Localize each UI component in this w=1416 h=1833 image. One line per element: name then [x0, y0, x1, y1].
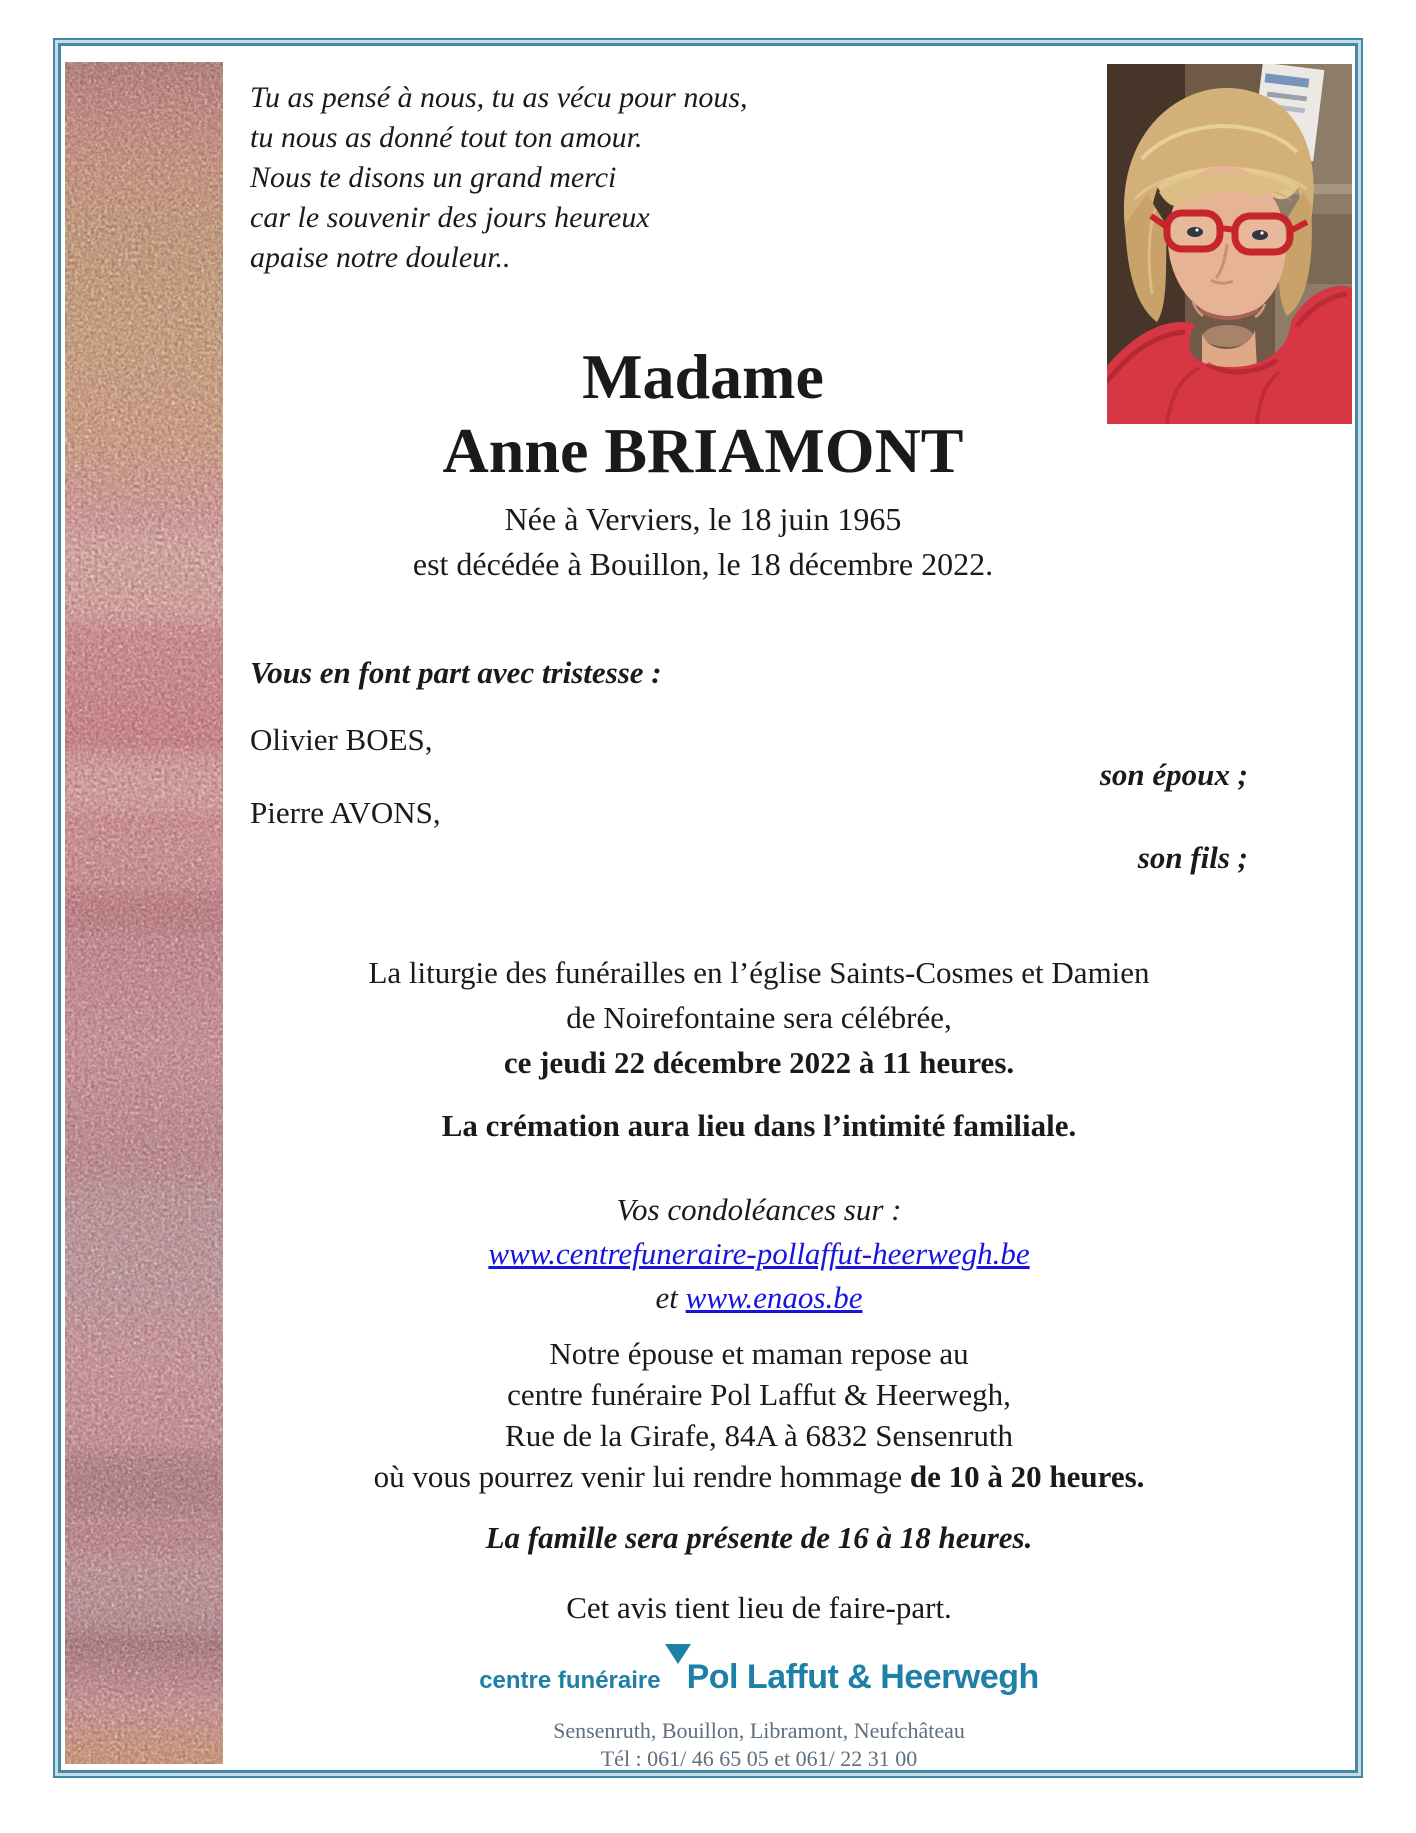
link2-prefix: et: [655, 1280, 686, 1315]
family-member-relation: son fils ;: [1137, 840, 1248, 875]
family-member-name: Pierre AVONS,: [250, 795, 441, 830]
condolences-label: Vos condoléances sur :: [616, 1192, 902, 1227]
liturgy-block: [250, 950, 1268, 1085]
footer-locations: Sensenruth, Bouillon, Libramont, Neufchâteau: [553, 1718, 965, 1743]
liturgy-date-line: ce jeudi 22 décembre 2022 à 11 heures.: [503, 1045, 1015, 1080]
title-madame: Madame: [582, 341, 824, 412]
poem-line: tu nous as donné tout ton amour.: [250, 121, 643, 154]
condolences-block: [250, 1188, 1268, 1320]
birth-line: Née à Verviers, le 18 juin 1965: [504, 501, 902, 537]
condolences-link-row: [250, 1232, 1268, 1276]
brand-triangle-icon: [665, 1644, 691, 1664]
foliage-border-image: [65, 62, 223, 1764]
repose-line: Rue de la Girafe, 84A à 6832 Sensenruth: [505, 1418, 1013, 1453]
brand-large-text: Pol Laffut & Heerwegh: [686, 1658, 1039, 1696]
family-presence-line: La famille sera présente de 16 à 18 heures.: [485, 1520, 1033, 1555]
deceased-name: Anne BRIAMONT: [442, 415, 964, 486]
footer-phone: Tél : 061/ 46 65 05 et 061/ 22 31 00: [600, 1746, 918, 1771]
condolences-link-2[interactable]: www.enaos.be: [685, 1280, 863, 1315]
liturgy-line: de Noirefontaine sera célébrée,: [566, 1000, 952, 1035]
funeral-home-logo: [250, 1658, 1268, 1697]
repose-hours-text: où vous pourrez venir lui rendre hommage: [373, 1459, 910, 1494]
life-dates-block: [250, 497, 1268, 587]
announcement-intro: Vous en font part avec tristesse :: [250, 655, 662, 690]
condolences-link-row: [250, 1276, 1268, 1320]
family-member-relation: son époux ;: [1099, 757, 1248, 792]
heading-block: [250, 340, 1268, 488]
repose-hours-bold: de 10 à 20 heures.: [909, 1459, 1145, 1494]
poem-line: Tu as pensé à nous, tu as vécu pour nous,: [250, 81, 748, 114]
cremation-line: La crémation aura lieu dans l’intimité familiale.: [441, 1108, 1077, 1143]
condolences-link-1[interactable]: www.centrefuneraire-pollaffut-heerwegh.be: [488, 1236, 1030, 1271]
poem-line: apaise notre douleur..: [250, 241, 511, 274]
repose-line: Notre épouse et maman repose au: [549, 1336, 969, 1371]
death-line: est décédée à Bouillon, le 18 décembre 2022.: [412, 546, 994, 582]
liturgy-line: La liturgie des funérailles en l’église Saints-Cosmes et Damien: [368, 955, 1150, 990]
repose-line: centre funéraire Pol Laffut & Heerwegh,: [507, 1377, 1011, 1412]
poem-line: car le souvenir des jours heureux: [250, 201, 650, 234]
brand-small-text: centre funéraire: [479, 1667, 661, 1694]
notice-line: Cet avis tient lieu de faire-part.: [566, 1590, 952, 1625]
family-member-name: Olivier BOES,: [250, 722, 433, 757]
repose-line: [250, 1456, 1268, 1497]
memorial-poem: [250, 78, 1268, 278]
poem-line: Nous te disons un grand merci: [250, 161, 617, 194]
repose-block: [250, 1333, 1268, 1497]
foliage-strip-art: [65, 62, 223, 1764]
